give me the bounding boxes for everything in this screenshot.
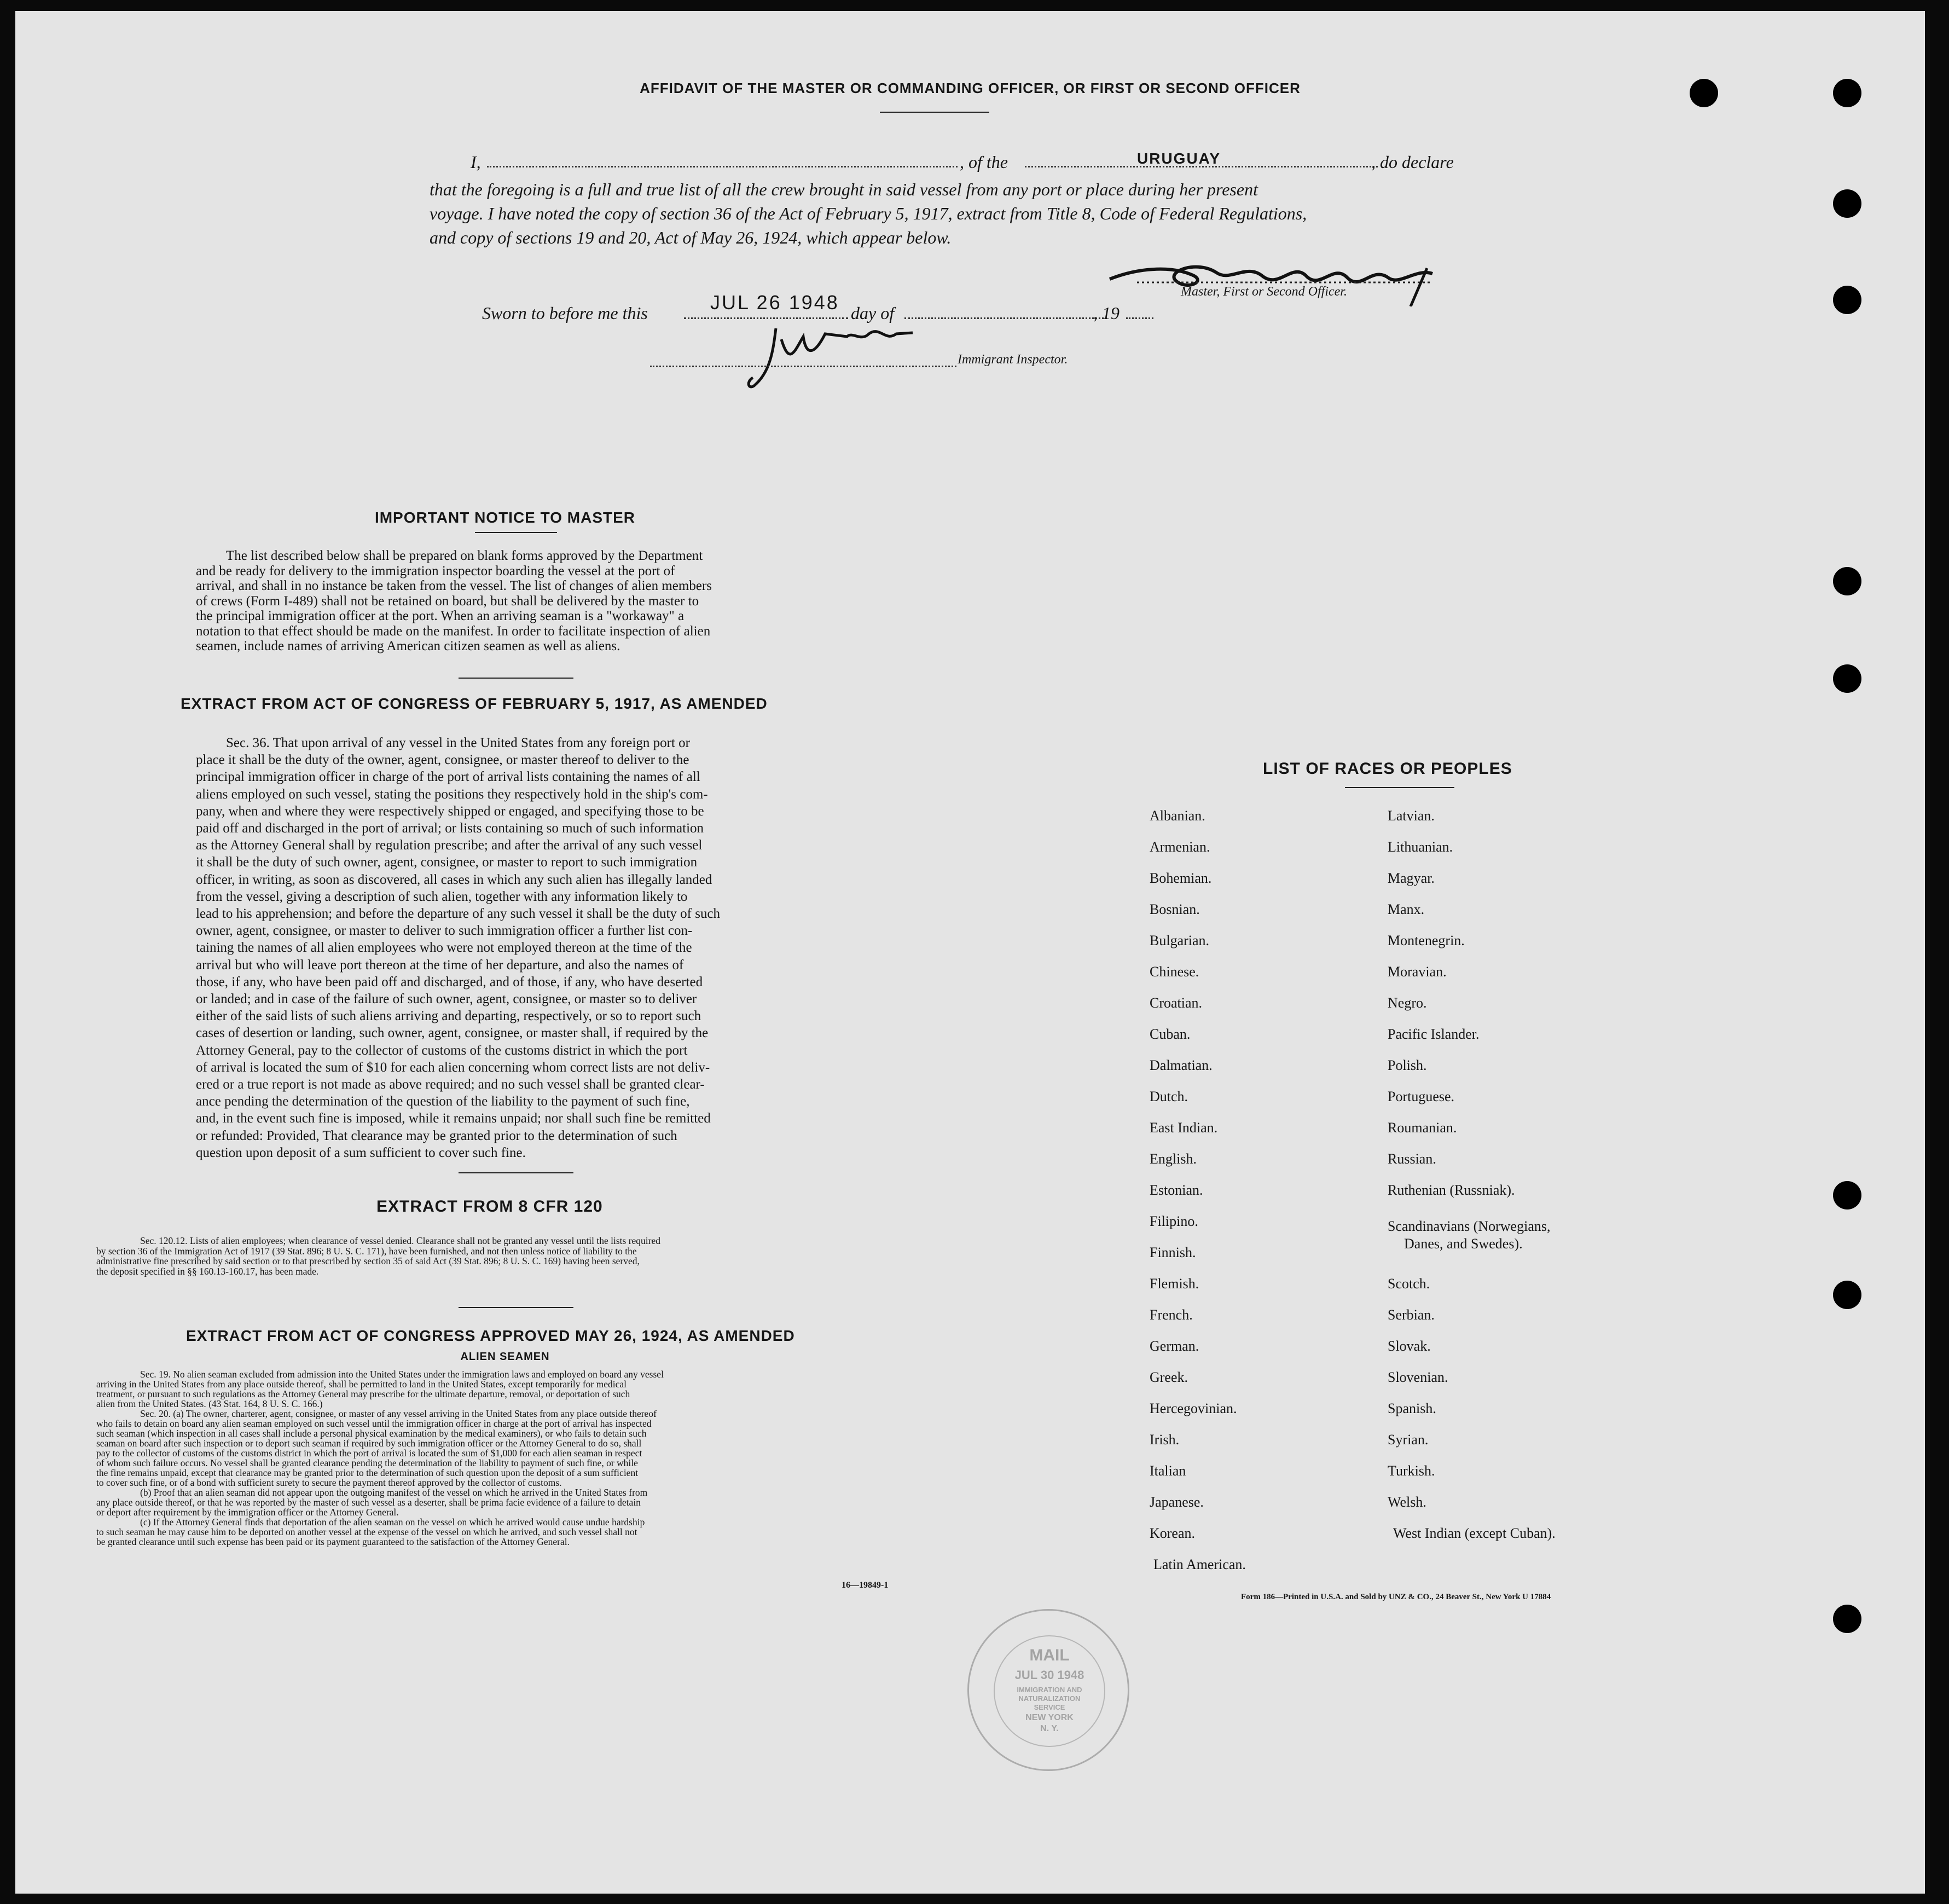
race-item: Croatian.	[1150, 995, 1203, 1011]
race-item: Montenegrin.	[1388, 933, 1465, 948]
extract-1924-line: alien from the United States. (43 Stat. 164, 8 U. S. C. 166.)	[96, 1398, 323, 1409]
cfr-line: administrative fine prescribed by said section or to that prescribed by section 35 of said Act (39 Stat. 896; 8 U. S. C. 169) having been served,	[96, 1255, 640, 1266]
extract-1924-line: Sec. 20. (a) The owner, charterer, agent, consignee, or master of any vessel arriving in the United States from any place outside thereof	[140, 1408, 657, 1419]
vessel-name: URUGUAY	[1137, 150, 1221, 167]
extract-1917-end-rule	[459, 1172, 573, 1173]
race-item: Portuguese.	[1388, 1089, 1455, 1104]
race-item: Serbian.	[1388, 1307, 1435, 1323]
extract-1917-line: pany, when and where they were respectively shipped or engaged, and specifying those to be	[196, 803, 704, 819]
cfr-line: Sec. 120.12. Lists of alien employees; when clearance of vessel denied. Clearance shall not be granted any vessel until the lists required	[140, 1235, 661, 1246]
day-of-label: day of	[851, 303, 895, 323]
extract-1917-line: question upon deposit of a sum sufficient to cover such fine.	[196, 1145, 526, 1160]
race-item: Danes, and Swedes).	[1404, 1236, 1523, 1252]
master-label: Master, First or Second Officer.	[1181, 285, 1347, 299]
extract-1924-line: treatment, or pursuant to such regulations as the Attorney General may prescribe for the ultimate departure, removal, or deportation of such	[96, 1388, 630, 1399]
extract-1924-line: (b) Proof that an alien seaman did not appear upon the outgoing manifest of the vessel on which he arrived in the United States from	[140, 1487, 648, 1498]
extract-1917-line: it shall be the duty of such owner, agent, consignee, or master to report to such immigration	[196, 855, 698, 870]
mail-received-stamp	[967, 1609, 1129, 1771]
race-item: Spanish.	[1388, 1400, 1436, 1416]
extract-1917-line: officer, in writing, as soon as discovered, all cases in which any such alien has illegally landed	[196, 872, 712, 887]
race-item: German.	[1150, 1338, 1199, 1354]
notice-line: arrival, and shall in no instance be taken from the vessel. The list of changes of alien members	[196, 578, 712, 593]
extract-1917-line: place it shall be the duty of the owner, agent, consignee, or master thereof to deliver to the	[196, 753, 689, 768]
stamp-state: N. Y.	[1040, 1724, 1059, 1733]
extract-1917-line: or refunded: Provided, That clearance may be granted prior to the determination of such	[196, 1128, 677, 1143]
stamp-date: JUL 30 1948	[1014, 1668, 1084, 1682]
extract-1924-line: such seaman (which inspection in all cases shall include a personal physical examination by the medical examiners), or who fails to detain such	[96, 1428, 647, 1439]
race-item: Turkish.	[1388, 1463, 1435, 1479]
extract-1917-line: or landed; and in case of the failure of such owner, agent, consignee, or master so to deliver	[196, 992, 697, 1007]
notice-title: IMPORTANT NOTICE TO MASTER	[374, 509, 636, 526]
notice-rule	[475, 532, 557, 533]
race-item: Albanian.	[1150, 808, 1205, 824]
notice-line: the principal immigration officer at the port. When an arriving seaman is a "workaway" a	[196, 609, 685, 623]
extract-1924-line: the fine remains unpaid, except that clearance may be granted prior to the determination of such question upon the deposit of a sum sufficient	[96, 1467, 639, 1478]
extract-1917-line: ered or a true report is not made as above required; and no such vessel shall be granted clear-	[196, 1077, 705, 1092]
extract-1924-subtitle: ALIEN SEAMEN	[460, 1351, 550, 1363]
race-item: Dutch.	[1150, 1089, 1188, 1104]
extract-1924-line: of whom such failure occurs. No vessel shall be granted clearance pending the determination of the liability to payment of such fine, or while	[96, 1457, 638, 1468]
race-item: Finnish.	[1150, 1245, 1196, 1260]
races-rule	[1345, 787, 1454, 788]
binder-hole	[1833, 286, 1861, 314]
race-item: Slovenian.	[1388, 1369, 1448, 1385]
stamp-agency: IMMIGRATION AND NATURALIZATION SERVICE	[1017, 1686, 1082, 1711]
affidavit-title: AFFIDAVIT OF THE MASTER OR COMMANDING OFFICER, OR FIRST OR SECOND OFFICER	[640, 80, 1301, 96]
binder-hole	[1690, 79, 1718, 107]
notice-line: of crews (Form I-489) shall not be retained on board, but shall be delivered by the master to	[196, 593, 699, 609]
extract-1917-line: of arrival is located the sum of $10 for each alien concerning whom correct lists are not deliv-	[196, 1060, 710, 1075]
race-item: West Indian (except Cuban).	[1393, 1525, 1556, 1541]
extract-1924-line: arriving in the United States from any place outside thereof, shall be permitted to land in the United States, except temporarily for medical	[96, 1379, 627, 1390]
races-title: LIST OF RACES OR PEOPLES	[1263, 760, 1512, 778]
race-item: Filipino.	[1150, 1213, 1198, 1229]
year-prefix: , 19	[1093, 303, 1119, 323]
extract-1917-line: taining the names of all alien employees who were not employed thereon at the time of the	[196, 940, 692, 956]
affidavit-rule	[880, 112, 989, 113]
race-item: Pacific Islander.	[1388, 1026, 1480, 1042]
extract-1917-line: Sec. 36. That upon arrival of any vessel in the United States from any foreign port or	[226, 736, 690, 750]
declaration-line-1: that the foregoing is a full and true list of all the crew brought in said vessel from any port or place during her present	[430, 180, 1258, 199]
extract-1917-line: aliens employed on such vessel, stating the positions they respectively hold in the ship's com-	[196, 786, 708, 802]
cfr-line: the deposit specified in §§ 160.13-160.17, has been made.	[96, 1265, 319, 1277]
stamp-mail: MAIL	[1029, 1646, 1070, 1664]
race-item: Russian.	[1388, 1151, 1436, 1167]
document-page	[15, 11, 1925, 1894]
extract-1924-body	[96, 1369, 912, 1547]
cfr-line: by section 36 of the Immigration Act of 1917 (39 Stat. 896; 8 U. S. C. 171), have been furnished, and not then unless notice of liability to the	[96, 1245, 637, 1257]
cfr-title: EXTRACT FROM 8 CFR 120	[376, 1197, 603, 1216]
binder-hole	[1833, 1281, 1861, 1309]
extract-1917-line: either of the said lists of such aliens arriving and departing, respectively, or so to report such	[196, 1009, 701, 1024]
declaration-line-3: and copy of sections 19 and 20, Act of May 26, 1924, which appear below.	[430, 228, 952, 247]
stamp-inner-ring	[994, 1635, 1105, 1747]
race-item: Welsh.	[1388, 1494, 1426, 1510]
extract-1917-title: EXTRACT FROM ACT OF CONGRESS OF FEBRUARY 5, 1917, AS AMENDED	[181, 695, 768, 712]
binder-hole	[1833, 567, 1861, 595]
inspector-signature-field[interactable]	[650, 366, 956, 367]
extract-1924-line: (c) If the Attorney General finds that deportation of the alien seaman on the vessel on which he arrived would cause undue hardship	[140, 1517, 645, 1527]
extract-1924-line: any place outside thereof, or that he was reported by the master of such vessel as a deserter, shall be prima facie evidence of a failure to detain	[96, 1497, 641, 1508]
race-item: Ruthenian (Russniak).	[1388, 1182, 1515, 1198]
race-item: Scandinavians (Norwegians,	[1388, 1218, 1551, 1234]
affidavit-i-label: I,	[471, 152, 481, 172]
cfr-end-rule	[459, 1307, 573, 1308]
binder-hole	[1833, 189, 1861, 218]
race-item: Armenian.	[1150, 839, 1210, 855]
sworn-date-stamp: JUL 26 1948	[710, 291, 839, 314]
race-item: Polish.	[1388, 1057, 1427, 1073]
sworn-label: Sworn to before me this	[482, 303, 648, 323]
race-item: Cuban.	[1150, 1026, 1191, 1042]
cfr-body	[96, 1236, 912, 1276]
race-item: Korean.	[1150, 1525, 1196, 1541]
race-item: French.	[1150, 1307, 1193, 1323]
notice-body	[196, 548, 821, 654]
race-item: Bulgarian.	[1150, 933, 1210, 948]
extract-1924-line: pay to the collector of customs of the customs district in which the port of arrival is located the sum of $1,000 for each alien seaman in respect	[96, 1448, 642, 1459]
binder-hole	[1833, 79, 1861, 107]
extract-1924-line: to cover such fine, or of a bond with sufficient surety to secure the payment thereof approved by the collector of customs.	[96, 1477, 562, 1488]
extract-1917-line: as the Attorney General shall by regulation prescribe; and after the arrival of any such vessel	[196, 838, 703, 853]
extract-1917-line: ance pending the determination of the question of the liability to the payment of such fine,	[196, 1094, 690, 1109]
race-item: Hercegovinian.	[1150, 1400, 1237, 1416]
extract-1924-form-code: 16—19849-1	[842, 1581, 889, 1590]
notice-line: seamen, include names of arriving American citizen seamen as well as aliens.	[196, 639, 620, 653]
race-item: Flemish.	[1150, 1276, 1199, 1292]
race-item: Roumanian.	[1388, 1120, 1457, 1136]
notice-line: and be ready for delivery to the immigration inspector boarding the vessel at the port of	[196, 563, 675, 578]
race-item: Slovak.	[1388, 1338, 1431, 1354]
race-item: Bohemian.	[1150, 870, 1212, 886]
extract-1917-line: and, in the event such fine is imposed, while it remains unpaid; nor shall such fine be remitted	[196, 1111, 711, 1126]
race-item: Scotch.	[1388, 1276, 1430, 1292]
affidavit-of-the: , of the	[960, 152, 1008, 172]
extract-1924-title: EXTRACT FROM ACT OF CONGRESS APPROVED MAY 26, 1924, AS AMENDED	[186, 1327, 795, 1344]
extract-1924-line: be granted clearance until such expense has been paid or its payment guaranteed to the satisfaction of the Attorney General.	[96, 1536, 570, 1547]
extract-1917-body	[196, 734, 821, 1161]
race-item: Magyar.	[1388, 870, 1435, 886]
extract-1917-line: those, if any, who have been paid off and discharged, and of those, if any, who have deserted	[196, 974, 703, 989]
stamp-city: NEW YORK	[1025, 1713, 1074, 1722]
extract-1924-line: Sec. 19. No alien seaman excluded from admission into the United States under the immigration laws and employed on board any vessel	[140, 1369, 664, 1380]
binder-hole	[1833, 664, 1861, 693]
extract-1917-line: paid off and discharged in the port of arrival; or lists containing so much of such information	[196, 821, 704, 836]
race-item: Syrian.	[1388, 1432, 1429, 1448]
race-item: Bosnian.	[1150, 901, 1200, 917]
notice-line: notation to that effect should be made on the manifest. In order to facilitate inspection of alien	[196, 623, 711, 639]
extract-1917-line: lead to his apprehension; and before the departure of any such vessel it shall be the duty of such	[196, 906, 721, 922]
sworn-month-field[interactable]	[904, 317, 1107, 319]
race-item: Japanese.	[1150, 1494, 1204, 1510]
extract-1917-line: from the vessel, giving a description of such alien, together with any information likely to	[196, 889, 688, 904]
binder-hole	[1833, 1181, 1861, 1209]
race-item: Lithuanian.	[1388, 839, 1453, 855]
inspector-label: Immigrant Inspector.	[958, 352, 1068, 367]
race-item: Latin American.	[1153, 1556, 1246, 1572]
extract-1917-line: cases of desertion or landing, such owner, agent, consignee, or master shall, if required by the	[196, 1026, 709, 1041]
race-item: Dalmatian.	[1150, 1057, 1213, 1073]
binder-hole	[1833, 1605, 1861, 1633]
race-item: Moravian.	[1388, 964, 1447, 980]
extract-1917-line: Attorney General, pay to the collector of customs of the customs district in which the port	[196, 1043, 688, 1058]
notice-line: The list described below shall be prepared on blank forms approved by the Department	[226, 548, 703, 563]
extract-1917-line: owner, agent, consignee, or master to deliver to such immigration officer a further list con-	[196, 923, 693, 939]
race-item: Chinese.	[1150, 964, 1199, 980]
master-name-field[interactable]	[487, 166, 958, 167]
race-item: Latvian.	[1388, 808, 1435, 824]
race-item: Negro.	[1388, 995, 1427, 1011]
declaration-line-2: voyage. I have noted the copy of section 36 of the Act of February 5, 1917, extract from Title 8, Code of Federal Regulations,	[430, 204, 1307, 223]
extract-1924-line: or deport after requirement by the immigration officer or the Attorney General.	[96, 1507, 399, 1518]
race-item: Italian	[1150, 1463, 1186, 1479]
inspector-signature	[743, 317, 929, 394]
race-item: Greek.	[1150, 1369, 1188, 1385]
extract-1924-line: who fails to detain on board any alien seaman employed on such vessel until the immigration officer in charge at the port of arrival has inspected	[96, 1418, 652, 1429]
sworn-year-field[interactable]	[1126, 317, 1153, 319]
race-item: Manx.	[1388, 901, 1425, 917]
race-item: East Indian.	[1150, 1120, 1218, 1136]
extract-1917-line: principal immigration officer in charge of the port of arrival lists containing the names of all	[196, 769, 700, 785]
extract-1924-line: seaman on board after such inspection or to deport such seaman if required by such immigration officer or the Attorney General to do so, shall	[96, 1438, 642, 1449]
notice-end-rule	[459, 678, 573, 679]
extract-1924-line: to such seaman he may cause him to be deported on another vessel at the expense of the vessel on which he arrived, and such vessel shall not	[96, 1526, 637, 1537]
race-item: Irish.	[1150, 1432, 1180, 1448]
race-item: Estonian.	[1150, 1182, 1203, 1198]
affidavit-do-declare: , do declare	[1371, 152, 1454, 172]
printer-footer: Form 186—Printed in U.S.A. and Sold by UNZ & CO., 24 Beaver St., New York U 17884	[1241, 1593, 1551, 1601]
extract-1917-line: arrival but who will leave port thereon at the time of her departure, and also the names of	[196, 957, 684, 973]
race-item: English.	[1150, 1151, 1197, 1167]
